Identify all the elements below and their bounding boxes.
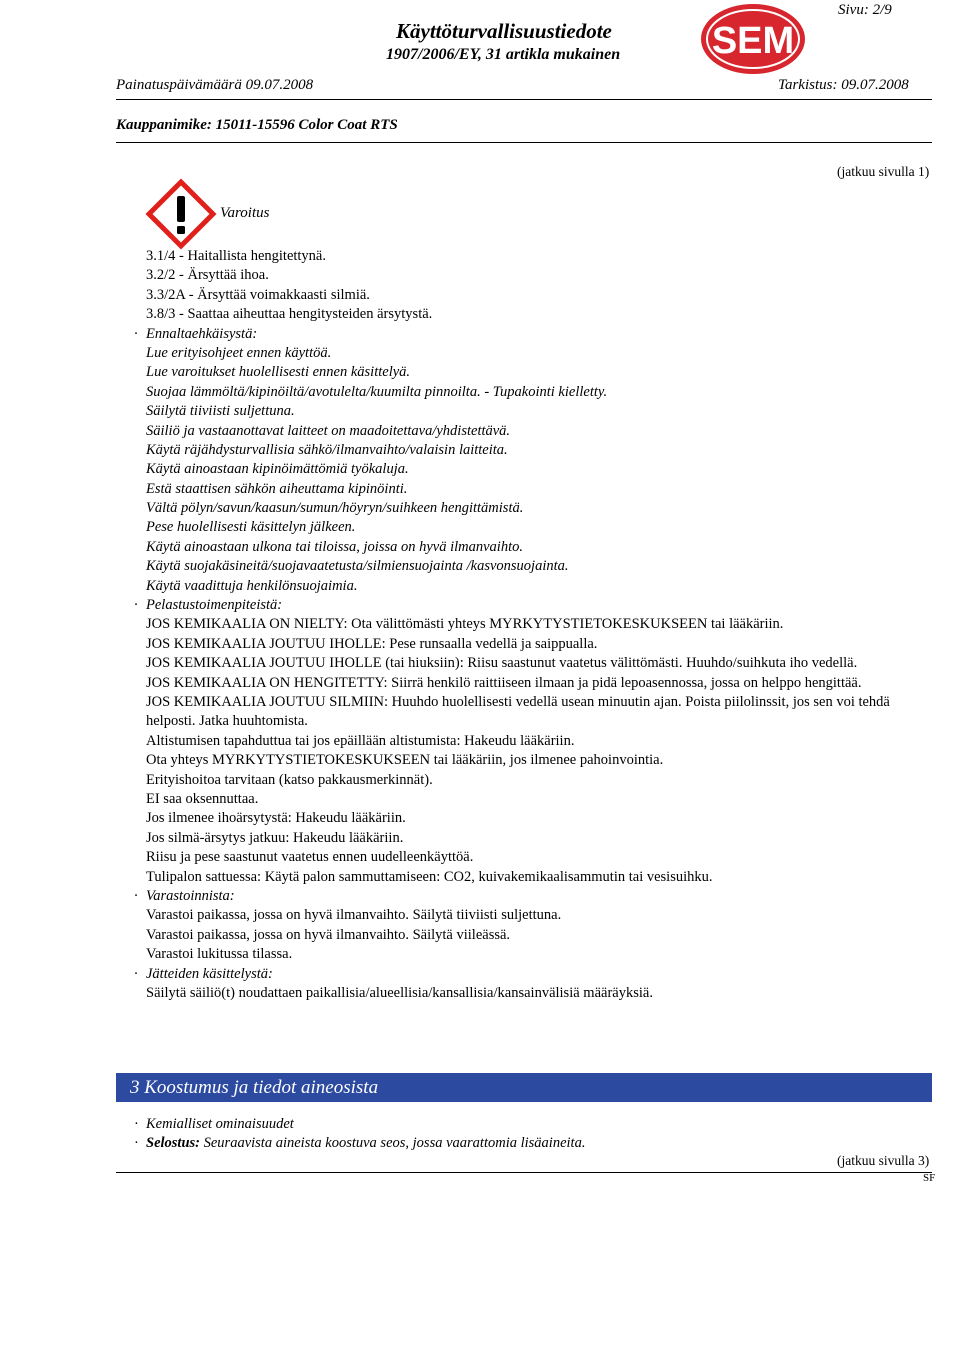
response-line: JOS KEMIKAALIA JOUTUU IHOLLE: Pese runsaalla vedellä ja saippualla. [146,635,598,652]
product-divider [116,142,932,143]
response-line: Riisu ja pese saastunut vaatetus ennen uudelleenkäyttöä. [146,849,474,866]
hazard-statement: 3.1/4 - Haitallista hengitettynä. [146,248,326,264]
disposal-heading-row [134,965,934,984]
prevention-line: Käytä suojakäsineitä/suojavaatetusta/silmiensuojainta /kasvonsuojainta. [146,558,569,575]
prevention-line: Lue erityisohjeet ennen käyttöä. [146,344,332,361]
response-line: JOS KEMIKAALIA ON NIELTY: Ota välittömästi yhteys MYRKYTYSTIETOKESKUKSEEN tai lääkäriin. [146,616,784,633]
prevention-line: Pese huolellisesti käsittelyn jälkeen. [146,519,356,536]
response-line: JOS KEMIKAALIA JOUTUU SILMIIN: Huuhdo huolellisesti vedellä usean minuutin ajan. Poista piilolinssit, jos sen voi tehdä helposti. Jatka huuhtomista. [146,694,890,730]
storage-line: Varastoi paikassa, jossa on hyvä ilmanvaihto. Säilytä viileässä. [146,926,511,943]
chemical-properties-row [134,1115,934,1134]
prevention-heading-row [134,325,934,344]
hazard-statement: 3.3/2A - Ärsyttää voimakkaasti silmiä. [146,286,370,303]
storage-heading-row [134,887,934,906]
print-date: Painatuspäivämäärä 09.07.2008 [116,77,314,93]
footer-divider [116,1172,932,1173]
prevention-line: Vältä pölyn/savun/kaasun/sumun/höyryn/suihkeen hengittämistä. [146,500,524,517]
description-row [134,1134,934,1153]
disposal-line: Säilytä säiliö(t) noudattaen paikallisia/alueellisia/kansallisia/kansainvälisiä määräyksiä. [146,984,653,1001]
response-line: EI saa oksennuttaa. [146,791,259,807]
logo-text: SEM [711,20,795,62]
bullet: · [134,965,138,982]
prevention-line: Käytä ainoastaan ulkona tai tiloissa, joissa on hyvä ilmanvaihto. [146,538,523,555]
prevention-line: Lue varoitukset huolellisesti ennen käsittelyä. [146,364,411,381]
storage-heading: Varastoinnista: [146,887,235,904]
bullet: · [134,325,138,342]
prevention-line: Käytä vaadittuja henkilönsuojaimia. [146,577,358,594]
sem-logo-graphic [700,3,806,75]
section-3-content [134,1115,934,1154]
prevention-line: Säiliö ja vastaanottavat laitteet on maadoitettava/yhdistettävä. [146,422,511,439]
section-3-heading: 3 Koostumus ja tiedot aineosista [116,1073,932,1102]
sem-logo [700,3,806,75]
storage-line: Varastoi paikassa, jossa on hyvä ilmanvaihto. Säilytä tiiviisti suljettuna. [146,907,562,924]
prevention-heading: Ennaltaehkäisystä: [146,325,258,342]
bullet: · [134,1116,139,1132]
response-line: Altistumisen tapahduttua tai jos epäillään altistumista: Hakeudu lääkäriin. [146,732,575,749]
product-name: Kauppanimike: 15011-15596 Color Coat RTS [116,117,398,133]
bullet: · [134,1135,139,1152]
hazard-statement: 3.8/3 - Saattaa aiheuttaa hengitysteiden ärsytystä. [146,306,433,323]
response-line: JOS KEMIKAALIA JOUTUU IHOLLE (tai hiuksiin): Riisu saastunut vaatetus välittömästi. Huuhdo/suihkuta iho vedellä. [146,655,858,672]
response-heading-row [134,596,934,615]
description-text: Seuraavista aineista koostuva seos, jossa vaarattomia lisäaineita. [203,1135,586,1152]
response-line: Jos silmä-ärsytys jatkuu: Hakeudu lääkäriin. [146,829,404,846]
hazard-text-block [134,247,934,1003]
continued-to-note: (jatkuu sivulla 3) [837,1153,930,1168]
response-heading: Pelastustoimenpiteistä: [146,597,283,614]
chemical-properties-label: Kemialliset ominaisuudet [146,1116,294,1132]
document-title: Käyttöturvallisuustiedote [396,19,612,43]
response-line: JOS KEMIKAALIA ON HENGITETTY: Siirrä henkilö raittiiseen ilmaan ja pidä lepoasennossa, jossa on helppo hengittää. [146,674,862,691]
prevention-line: Säilytä tiiviisti suljettuna. [146,403,295,420]
prevention-line: Käytä ainoastaan kipinöimättömiä työkaluja. [146,461,409,478]
language-code: SF [923,1172,936,1184]
prevention-line: Käytä räjähdysturvallisia sähkö/ilmanvaihto/valaisin laitteita. [146,441,508,458]
bullet: · [134,597,138,614]
continued-from-note: (jatkuu sivulla 1) [837,164,930,179]
hazard-statement: 3.2/2 - Ärsyttää ihoa. [146,267,269,284]
prevention-line: Estä staattisen sähkön aiheuttama kipinöinti. [146,480,408,497]
signal-word: Varoitus [220,205,270,221]
header-divider [116,99,932,100]
exclamation-mark-icon [145,178,217,250]
page-number: Sivu: 2/9 [838,2,892,18]
revision-date: Tarkistus: 09.07.2008 [778,77,909,93]
document-subtitle: 1907/2006/EY, 31 artikla mukainen [386,46,621,63]
storage-line: Varastoi lukitussa tilassa. [146,946,293,963]
description-label: Selostus: [146,1135,200,1152]
response-line: Ota yhteys MYRKYTYSTIETOKESKUKSEEN tai lääkäriin, jos ilmenee pahoinvointia. [146,752,664,769]
prevention-line: Suojaa lämmöltä/kipinöiltä/avotulelta/kuumilta pinnoilta. - Tupakointi kielletty. [146,383,608,400]
response-line: Jos ilmenee ihoärsytystä: Hakeudu lääkäriin. [146,810,406,827]
disposal-heading: Jätteiden käsittelystä: [146,965,273,982]
bullet: · [134,887,138,904]
response-line: Tulipalon sattuessa: Käytä palon sammuttamiseen: CO2, kuivakemikaalisammutin tai vesisuihku. [146,868,713,885]
response-line: Erityishoitoa tarvitaan (katso pakkausmerkinnät). [146,771,433,788]
